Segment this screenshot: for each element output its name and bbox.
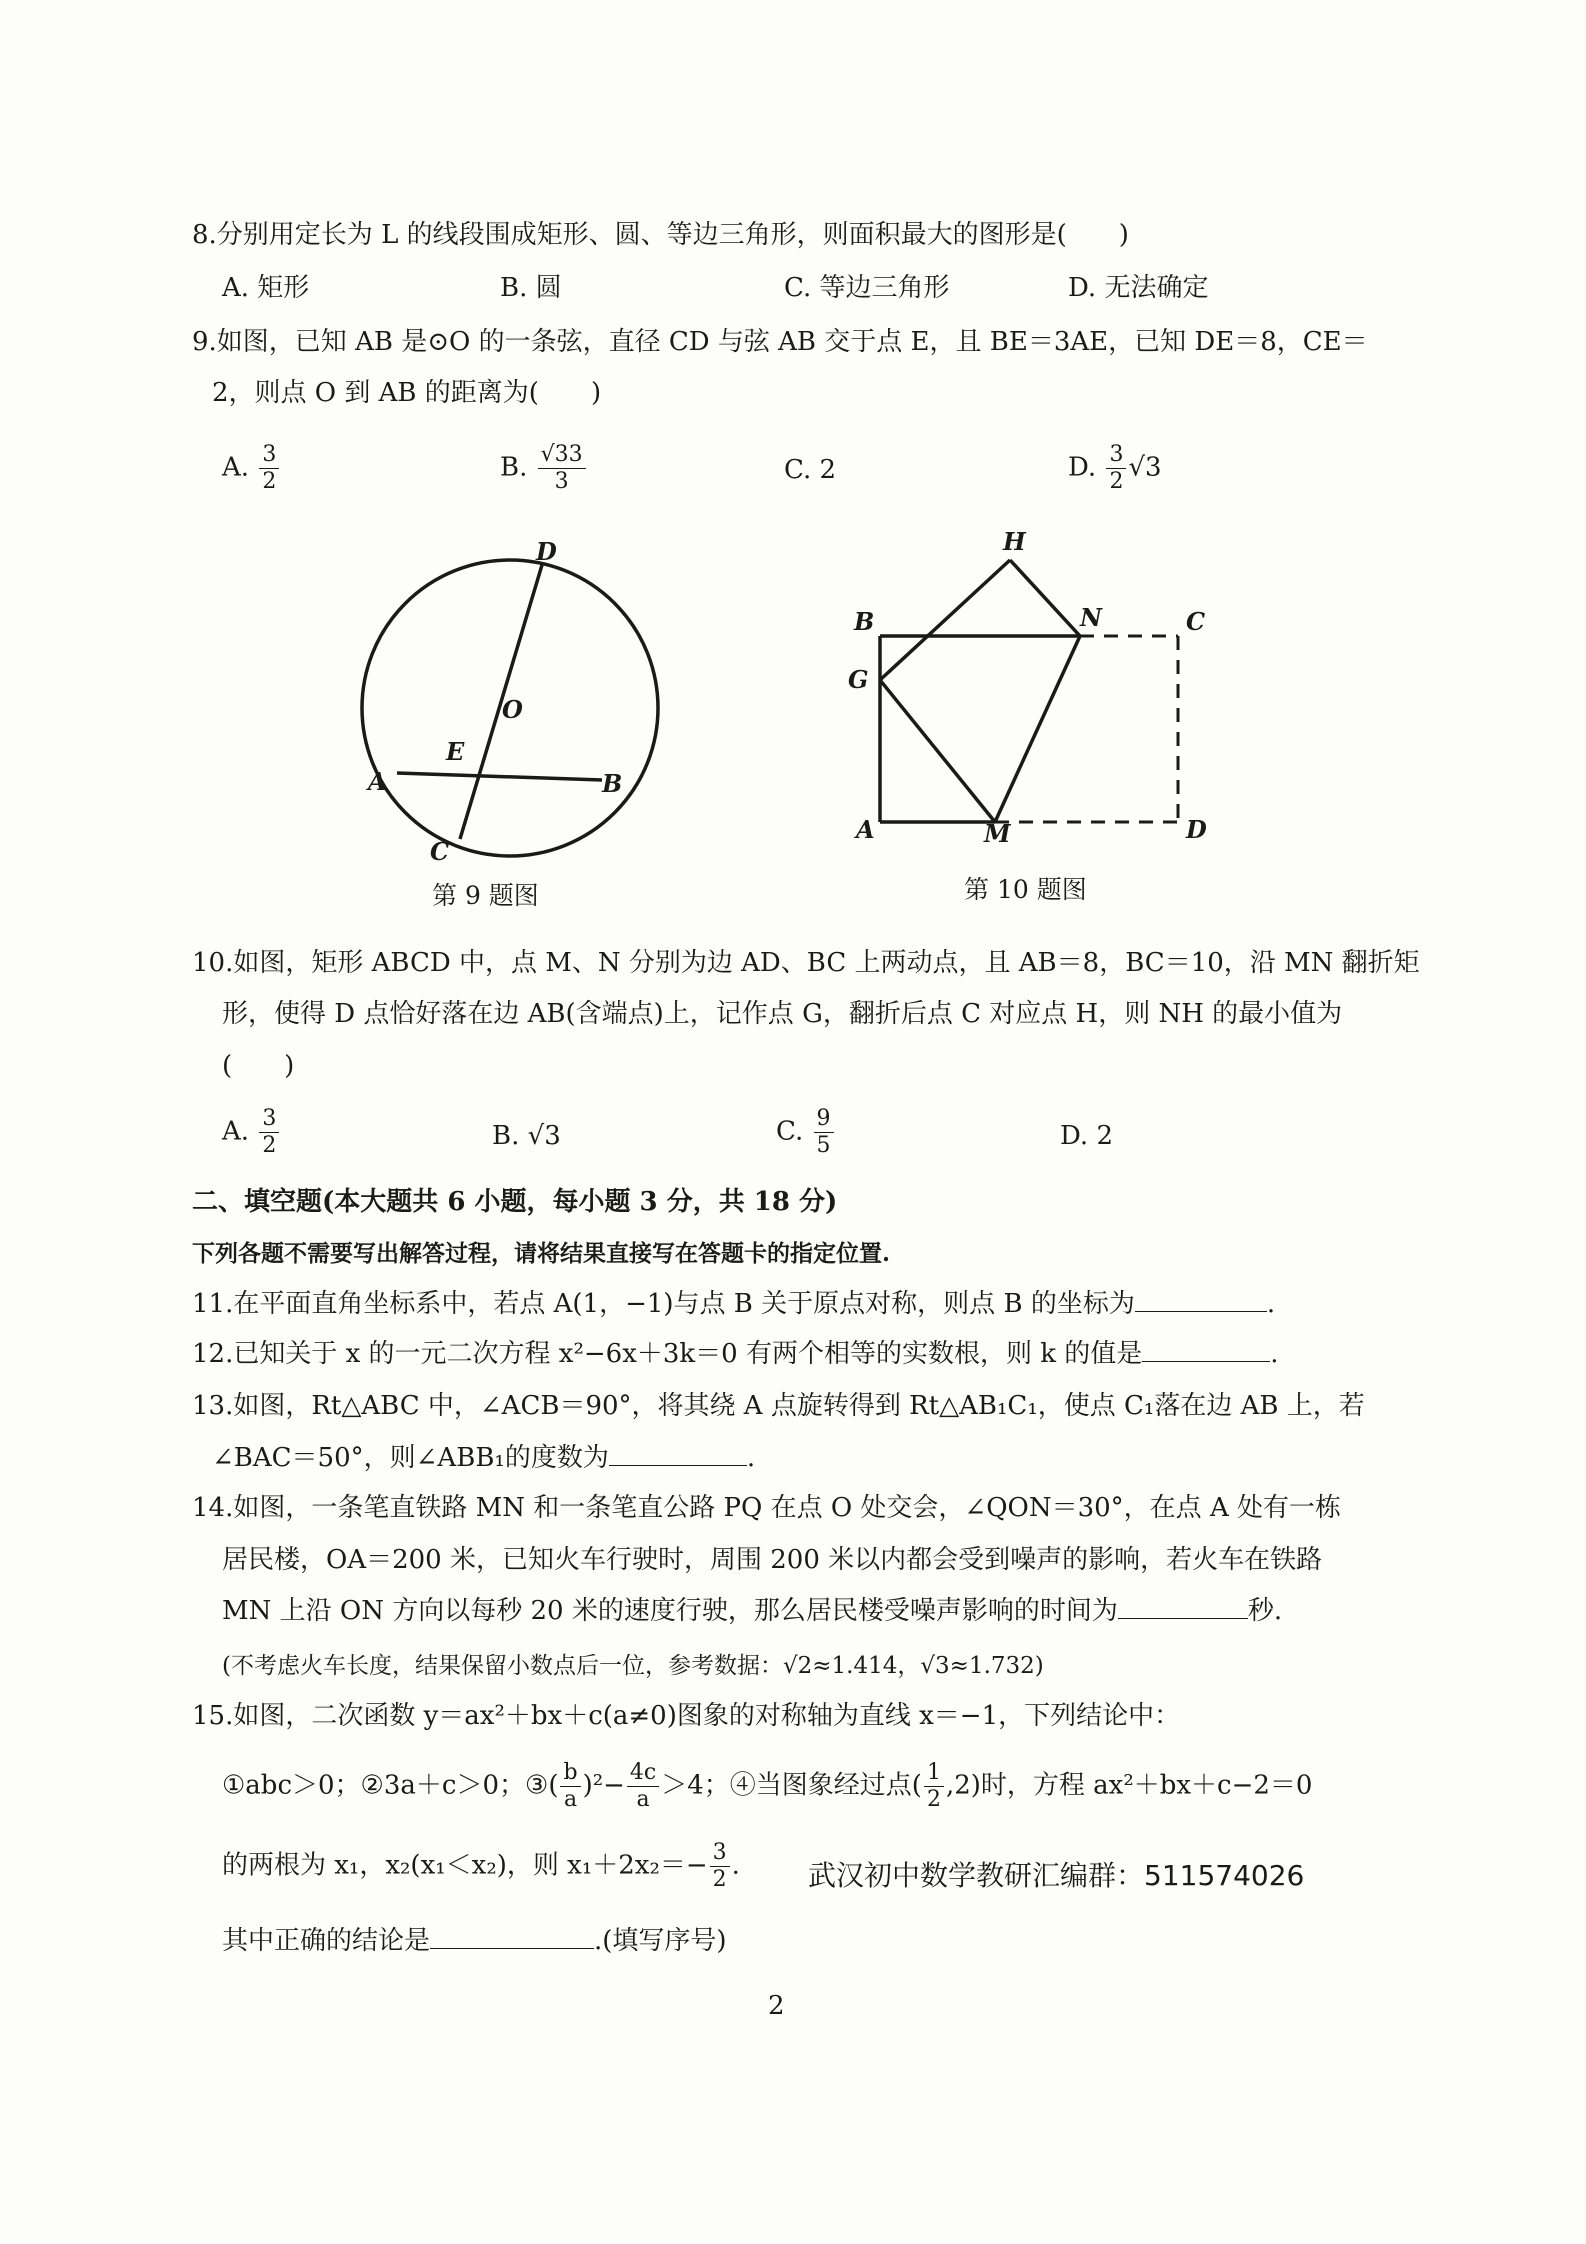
q14-line3: MN 上沿 ON 方向以每秒 20 米的速度行驶，那么居民楼受噪声影响的时间为 秒. <box>222 1596 1283 1626</box>
fold-line-nm <box>995 636 1080 822</box>
label-m: M <box>984 819 1011 848</box>
q9-figure-caption: 第 9 题图 <box>432 881 539 910</box>
q10-stem-line1: 10.如图，矩形 ABCD 中，点 M、N 分别为边 AD、BC 上两动点，且 AB＝8，BC＝10，沿 MN 翻折矩 <box>192 948 1420 978</box>
label-d: D <box>1186 815 1207 844</box>
watermark-text: 武汉初中数学教研汇编群：511574026 <box>808 1859 1305 1892</box>
diameter-cd <box>460 565 542 839</box>
q10-option-c: C. $\frac{9}{5}$ <box>776 1106 836 1159</box>
q8-option-d: D. 无法确定 <box>1068 273 1209 303</box>
q9-option-c: C. 2 <box>784 455 837 485</box>
q14-line1: 14.如图，一条笔直铁路 MN 和一条笔直公路 PQ 在点 O 处交会，∠QON＝30°，在点 A 处有一栋 <box>192 1493 1341 1523</box>
section-2-instruction: 下列各题不需要写出解答过程，请将结果直接写在答题卡的指定位置. <box>192 1240 891 1267</box>
q10-rectangle-figure <box>840 520 1220 860</box>
q9-option-a: A. $\frac{3}{2}$ <box>222 442 281 495</box>
q10-option-d: D. 2 <box>1060 1121 1113 1151</box>
q14-note: (不考虑火车长度，结果保留小数点后一位，参考数据：√2≈1.414，√3≈1.732) <box>222 1653 1044 1679</box>
answer-blank <box>1142 1339 1270 1362</box>
q15-line3: 的两根为 x₁，x₂(x₁＜x₂)，则 x₁＋2x₂＝− $\frac{3}{2}$ . <box>222 1840 740 1892</box>
q15-line1: 15.如图，二次函数 y＝ax²＋bx＋c(a≠0)图象的对称轴为直线 x＝−1，下列结论中： <box>192 1701 1181 1731</box>
label-c: C <box>430 837 450 866</box>
answer-blank <box>1118 1596 1248 1619</box>
q8-option-c: C. 等边三角形 <box>784 273 950 303</box>
q9-stem-line2: 2，则点 O 到 AB 的距离为( ) <box>212 378 602 408</box>
label-g: G <box>848 665 869 694</box>
q8-option-b: B. 圆 <box>500 273 562 303</box>
q9-option-b: B. $\frac{√33}{3}$ <box>500 442 588 495</box>
fraction: $\frac{9}{5}$ <box>814 1106 834 1159</box>
fraction: $\frac{3}{2}$ <box>259 442 279 495</box>
fraction: $\frac{3}{2}$ <box>1106 442 1126 495</box>
q10-stem-line3: ( ) <box>222 1051 295 1081</box>
q10-stem-line2: 形，使得 D 点恰好落在边 AB(含端点)上，记作点 G，翻折后点 C 对应点 H，则 NH 的最小值为 <box>222 999 1343 1029</box>
q10-option-b: B. √3 <box>492 1121 561 1151</box>
answer-blank <box>1135 1289 1267 1312</box>
label-n: N <box>1080 603 1102 632</box>
fraction: $\frac{b}{a}$ <box>560 1760 580 1813</box>
edge-hn <box>1010 560 1080 636</box>
label-c: C <box>1186 607 1206 636</box>
label-o: O <box>502 695 523 724</box>
edge-gm <box>880 680 995 822</box>
q15-line2: ①abc＞0；②3a＋c＞0；③( $\frac{b}{a}$ )²− $\frac{4c}{a}$ ＞4；④当图象经过点( $\frac{1}{2}$ ,2)时，方程 ax²＋bx＋c−2＝0 <box>222 1760 1313 1812</box>
q8-option-a: A. 矩形 <box>222 273 310 303</box>
q15-line4: 其中正确的结论是 .(填写序号) <box>222 1926 727 1956</box>
q12: 12.已知关于 x 的一元二次方程 x²−6x＋3k＝0 有两个相等的实数根，则 k 的值是 . <box>192 1339 1279 1369</box>
label-b: B <box>602 769 623 798</box>
fraction: $\frac{3}{2}$ <box>710 1840 730 1893</box>
label-h: H <box>1003 527 1026 556</box>
label-a: A <box>856 815 875 844</box>
label-a: A <box>368 767 387 796</box>
answer-blank <box>609 1443 747 1466</box>
fraction: $\frac{1}{2}$ <box>924 1760 944 1813</box>
q14-line2: 居民楼，OA＝200 米，已知火车行驶时，周围 200 米以内都会受到噪声的影响，若火车在铁路 <box>222 1545 1323 1575</box>
q8-stem: 8.分别用定长为 L 的线段围成矩形、圆、等边三角形，则面积最大的图形是( ) <box>192 220 1129 250</box>
label-e: E <box>446 737 465 766</box>
page-number: 2 <box>768 1991 785 2021</box>
fraction: $\frac{√33}{3}$ <box>538 442 586 495</box>
q10-figure-caption: 第 10 题图 <box>964 875 1087 904</box>
q9-option-d: D. $\frac{3}{2}$ √3 <box>1068 442 1162 494</box>
label-b: B <box>854 607 875 636</box>
q9-circle-figure <box>340 540 680 870</box>
fraction: $\frac{3}{2}$ <box>259 1106 279 1159</box>
label-d: D <box>536 540 557 566</box>
fraction: $\frac{4c}{a}$ <box>627 1760 659 1813</box>
q10-option-a: A. $\frac{3}{2}$ <box>222 1106 281 1159</box>
q13-line1: 13.如图，Rt△ABC 中，∠ACB＝90°，将其绕 A 点旋转得到 Rt△AB₁C₁，使点 C₁落在边 AB 上，若 <box>192 1391 1365 1421</box>
answer-blank <box>430 1926 594 1949</box>
edge-gh <box>880 560 1010 680</box>
section-2-title: 二、填空题(本大题共 6 小题，每小题 3 分，共 18 分) <box>192 1187 838 1217</box>
q13-line2: ∠BAC＝50°，则∠ABB₁的度数为 . <box>212 1443 756 1473</box>
q11: 11.在平面直角坐标系中，若点 A(1，−1)与点 B 关于原点对称，则点 B 的坐标为 . <box>192 1289 1276 1319</box>
q9-stem-line1: 9.如图，已知 AB 是⊙O 的一条弦，直径 CD 与弦 AB 交于点 E，且 BE＝3AE，已知 DE＝8，CE＝ <box>192 327 1368 357</box>
chord-ab <box>397 773 602 780</box>
